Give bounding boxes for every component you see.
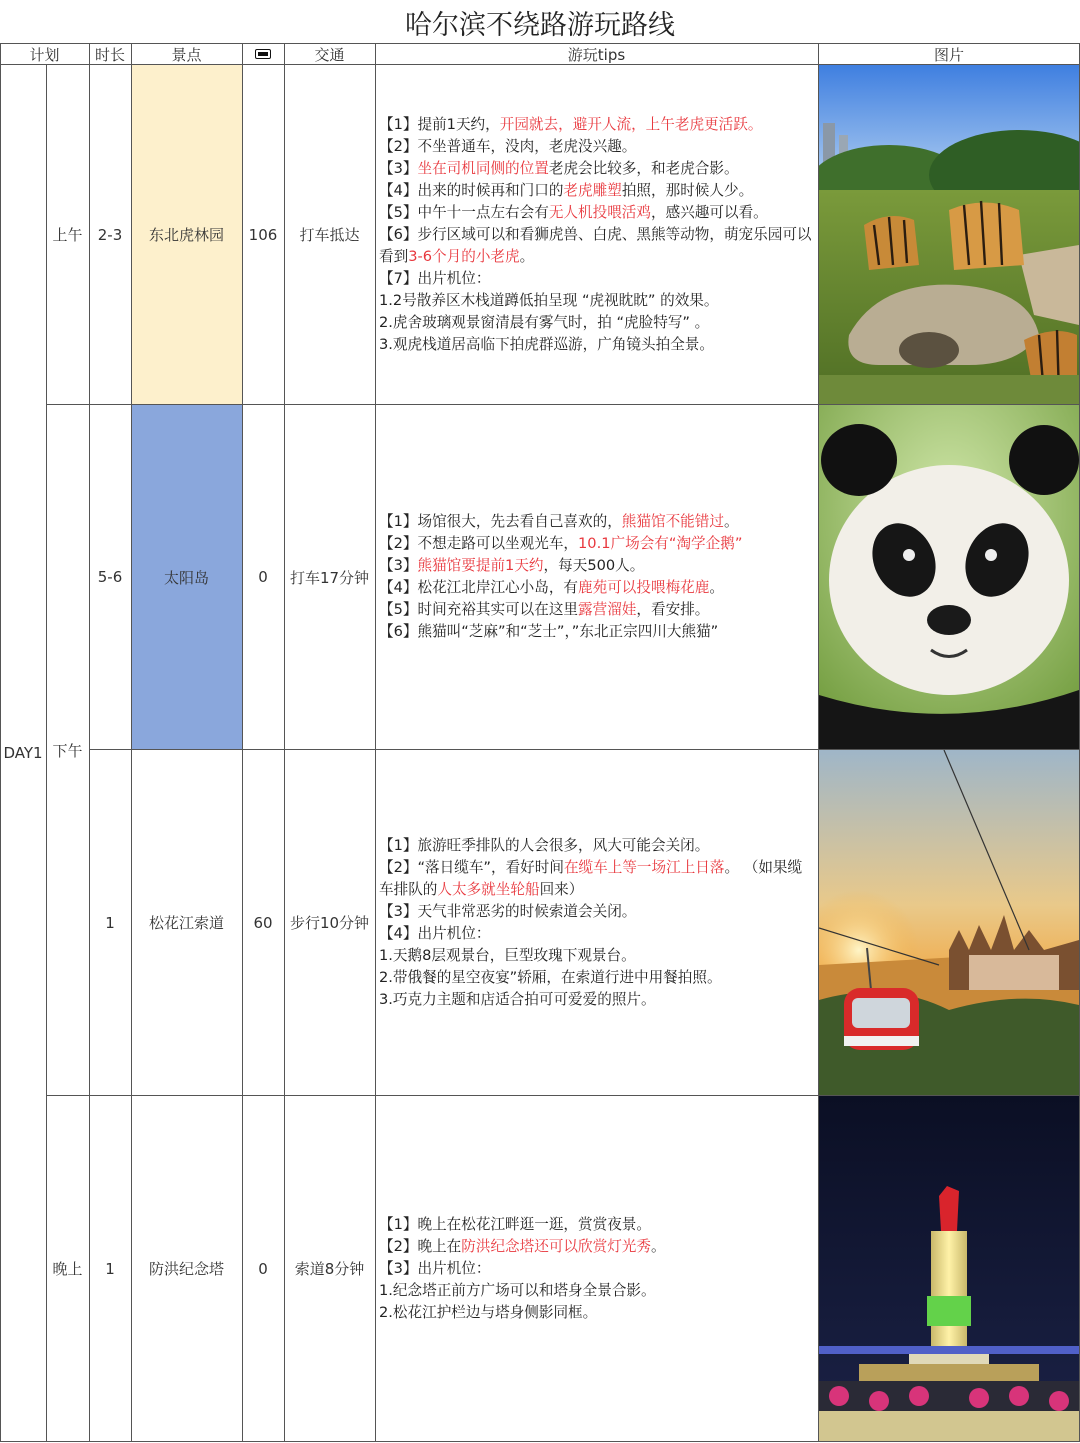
tip-line <box>379 835 814 857</box>
tip-text: ，看安排。 <box>636 601 710 618</box>
period-afternoon: 下午 <box>52 741 83 760</box>
duration-cell: 1 <box>105 913 115 932</box>
header-cost <box>242 44 284 64</box>
grid-line <box>242 43 243 1442</box>
tip-highlight: 3-6个月的小老虎 <box>408 247 520 265</box>
tip-highlight: 鹿苑可以投喂梅花鹿 <box>578 579 710 596</box>
tip-highlight: 防洪纪念塔还可以欣赏灯光秀 <box>461 1237 651 1255</box>
tip-text: ，每天500人。 <box>543 557 645 574</box>
day-label: DAY1 <box>3 744 43 762</box>
transport-cell: 打车抵达 <box>299 226 360 244</box>
tip-text: 【5】时间充裕其实可以在这里 <box>379 601 579 618</box>
tip-text: 【6】熊猫叫“芝麻”和“芝士”，”东北正宗四川大熊猫” <box>379 623 719 640</box>
tip-line <box>379 621 814 643</box>
header-tips: 游玩tips <box>567 45 626 64</box>
tip-text: 【4】出片机位： <box>379 924 491 942</box>
grid-line <box>284 43 285 1442</box>
period-morning: 上午 <box>52 226 83 244</box>
tip-line <box>379 555 814 577</box>
spot-cell: 松花江索道 <box>148 914 224 932</box>
tip-text: 【4】松花江北岸江心小岛，有 <box>379 579 579 596</box>
tip-text: 【7】出片机位： <box>379 269 491 287</box>
page-title: 哈尔滨不绕路游玩路线 <box>405 9 675 41</box>
tip-text: 。 （如果缆车排队的 <box>379 858 803 898</box>
tip-text: 【3】 <box>379 159 418 177</box>
tip-line <box>379 1302 814 1324</box>
tip-line <box>379 945 814 967</box>
tips-block <box>376 405 818 749</box>
tip-text: 1.纪念塔正前方广场可以和塔身全景合影。 <box>379 1281 656 1299</box>
tip-highlight: 10.1广场会有“淘学企鹅” <box>578 535 743 552</box>
tip-text: 【3】天气非常恶劣的时候索道会关闭。 <box>379 902 637 920</box>
tip-highlight: 无人机投喂活鸡 <box>548 203 651 221</box>
tip-text: 【2】“落日缆车”，看好时间 <box>379 858 564 876</box>
tip-text: 【1】旅游旺季排队的人会很多，风大可能会关闭。 <box>379 836 710 854</box>
tip-text: 2.带俄餐的星空夜宴”轿厢，在索道行进中用餐拍照。 <box>379 968 722 986</box>
tip-highlight: 在缆车上等一场江上日落 <box>563 858 725 876</box>
grid-line <box>0 43 1080 44</box>
tip-line <box>379 857 814 901</box>
header-duration: 时长 <box>94 45 125 64</box>
tip-line <box>379 989 814 1011</box>
tip-line <box>379 158 814 180</box>
grid-line <box>131 43 132 1442</box>
tip-text: 拍照，那时候人少。 <box>621 181 754 199</box>
header-spot: 景点 <box>171 45 202 64</box>
tip-text: 。 <box>723 513 739 530</box>
tip-text: 1.2号散养区木栈道蹲低拍呈现 “虎视眈眈” 的效果。 <box>379 291 719 309</box>
tip-line <box>379 577 814 599</box>
monument-night-photo <box>819 1096 1079 1441</box>
tip-text: 【2】不想走路可以坐观光车， <box>379 535 579 552</box>
tip-text: 3.巧克力主题和店适合拍可可爱爱的照片。 <box>379 990 656 1008</box>
tip-line <box>379 1236 814 1258</box>
cable-car-photo <box>819 750 1079 1095</box>
tip-text: 【4】出来的时候再和门口的 <box>379 181 564 199</box>
tip-text: 2.松花江护栏边与塔身侧影同框。 <box>379 1303 598 1321</box>
spot-cell: 防洪纪念塔 <box>148 1260 224 1278</box>
duration-cell: 5-6 <box>97 568 123 586</box>
tip-highlight: 熊猫馆要提前1天约 <box>417 557 544 574</box>
tip-line <box>379 136 814 158</box>
tip-text: 回来） <box>539 880 584 898</box>
spot-cell: 东北虎林园 <box>148 226 224 244</box>
header-plan: 计划 <box>29 45 60 64</box>
tips-block <box>376 750 818 1095</box>
tip-text: 【2】晚上在 <box>379 1237 462 1255</box>
cost-cell: 0 <box>258 1259 268 1278</box>
period-evening: 晚上 <box>52 1260 83 1278</box>
tips-block <box>376 65 818 404</box>
tip-line <box>379 202 814 224</box>
tip-text: 。 <box>651 1237 666 1255</box>
tip-line <box>379 290 814 312</box>
tip-highlight: 人太多就坐轮船 <box>437 880 540 898</box>
tip-line <box>379 967 814 989</box>
tip-text: 。 <box>709 579 724 596</box>
tip-text: 【1】提前1天约， <box>379 115 500 133</box>
grid-line <box>0 1441 1080 1442</box>
tip-text: 【2】不坐普通车，没肉，老虎没兴趣。 <box>379 137 637 155</box>
grid-line <box>375 43 376 1442</box>
tip-highlight: 熊猫馆不能错过 <box>621 513 724 530</box>
duration-cell: 2-3 <box>97 225 123 244</box>
grid-line <box>818 43 819 1442</box>
tip-highlight: 坐在司机同侧的位置 <box>417 159 549 177</box>
grid-line <box>89 749 1080 750</box>
transport-cell: 打车17分钟 <box>289 568 370 587</box>
tip-highlight: 露营溜娃 <box>578 601 637 618</box>
duration-cell: 1 <box>105 1259 115 1278</box>
tip-line <box>379 312 814 334</box>
tip-text: 【5】中午十一点左右会有 <box>379 203 549 221</box>
header-photo: 图片 <box>933 45 964 64</box>
tip-line <box>379 224 814 268</box>
tip-line <box>379 511 814 533</box>
cost-cell: 60 <box>253 913 273 932</box>
tip-line <box>379 180 814 202</box>
tip-line <box>379 533 814 555</box>
tip-text: 【1】场馆很大，先去看自己喜欢的， <box>379 513 622 530</box>
transport-cell: 索道8分钟 <box>294 1260 365 1278</box>
tip-line <box>379 923 814 945</box>
tip-text: 【1】晚上在松花江畔逛一逛，赏赏夜景。 <box>379 1215 651 1233</box>
header-transport: 交通 <box>314 45 345 64</box>
tip-line <box>379 114 814 136</box>
tip-line <box>379 1258 814 1280</box>
tip-text: 【6】步行区域可以和看狮虎兽、白虎、黑熊等动物，萌宠乐园可以看到 <box>379 225 812 265</box>
tip-text: 1.天鹅8层观景台，巨型玫瑰下观景台。 <box>379 946 636 964</box>
tips-block <box>376 1096 818 1441</box>
tip-line <box>379 599 814 621</box>
cost-cell: 0 <box>258 568 268 586</box>
tip-line <box>379 334 814 356</box>
tip-line <box>379 1280 814 1302</box>
tip-line <box>379 901 814 923</box>
grid-line <box>46 1095 1080 1096</box>
tip-text: 【3】 <box>379 557 418 574</box>
cost-cell: 106 <box>248 225 278 244</box>
grid-line <box>0 43 1 1442</box>
tip-text: 【3】出片机位： <box>379 1259 491 1277</box>
grid-line <box>89 43 90 1442</box>
grid-line <box>46 404 1080 405</box>
tip-text: 3.观虎栈道居高临下拍虎群巡游，广角镜头拍全景。 <box>379 335 714 353</box>
tip-text: 老虎会比较多，和老虎合影。 <box>548 159 739 177</box>
tip-text: ，感兴趣可以看。 <box>651 203 768 221</box>
tip-highlight: 老虎雕塑 <box>563 181 622 199</box>
tip-text: 。 <box>519 247 535 265</box>
tip-text: 2.虎舍玻璃观景窗清晨有雾气时，拍 “虎脸特写” 。 <box>379 313 710 331</box>
battery-icon <box>255 49 271 59</box>
grid-line <box>0 64 1080 65</box>
tiger-photo <box>819 65 1079 404</box>
spot-cell: 太阳岛 <box>163 568 209 587</box>
tip-line <box>379 268 814 290</box>
tip-highlight: 开园就去，避开人流，上午老虎更活跃。 <box>499 115 763 133</box>
grid-line <box>46 64 47 1442</box>
transport-cell: 步行10分钟 <box>289 914 370 932</box>
tip-line <box>379 1214 814 1236</box>
panda-photo <box>819 405 1079 749</box>
